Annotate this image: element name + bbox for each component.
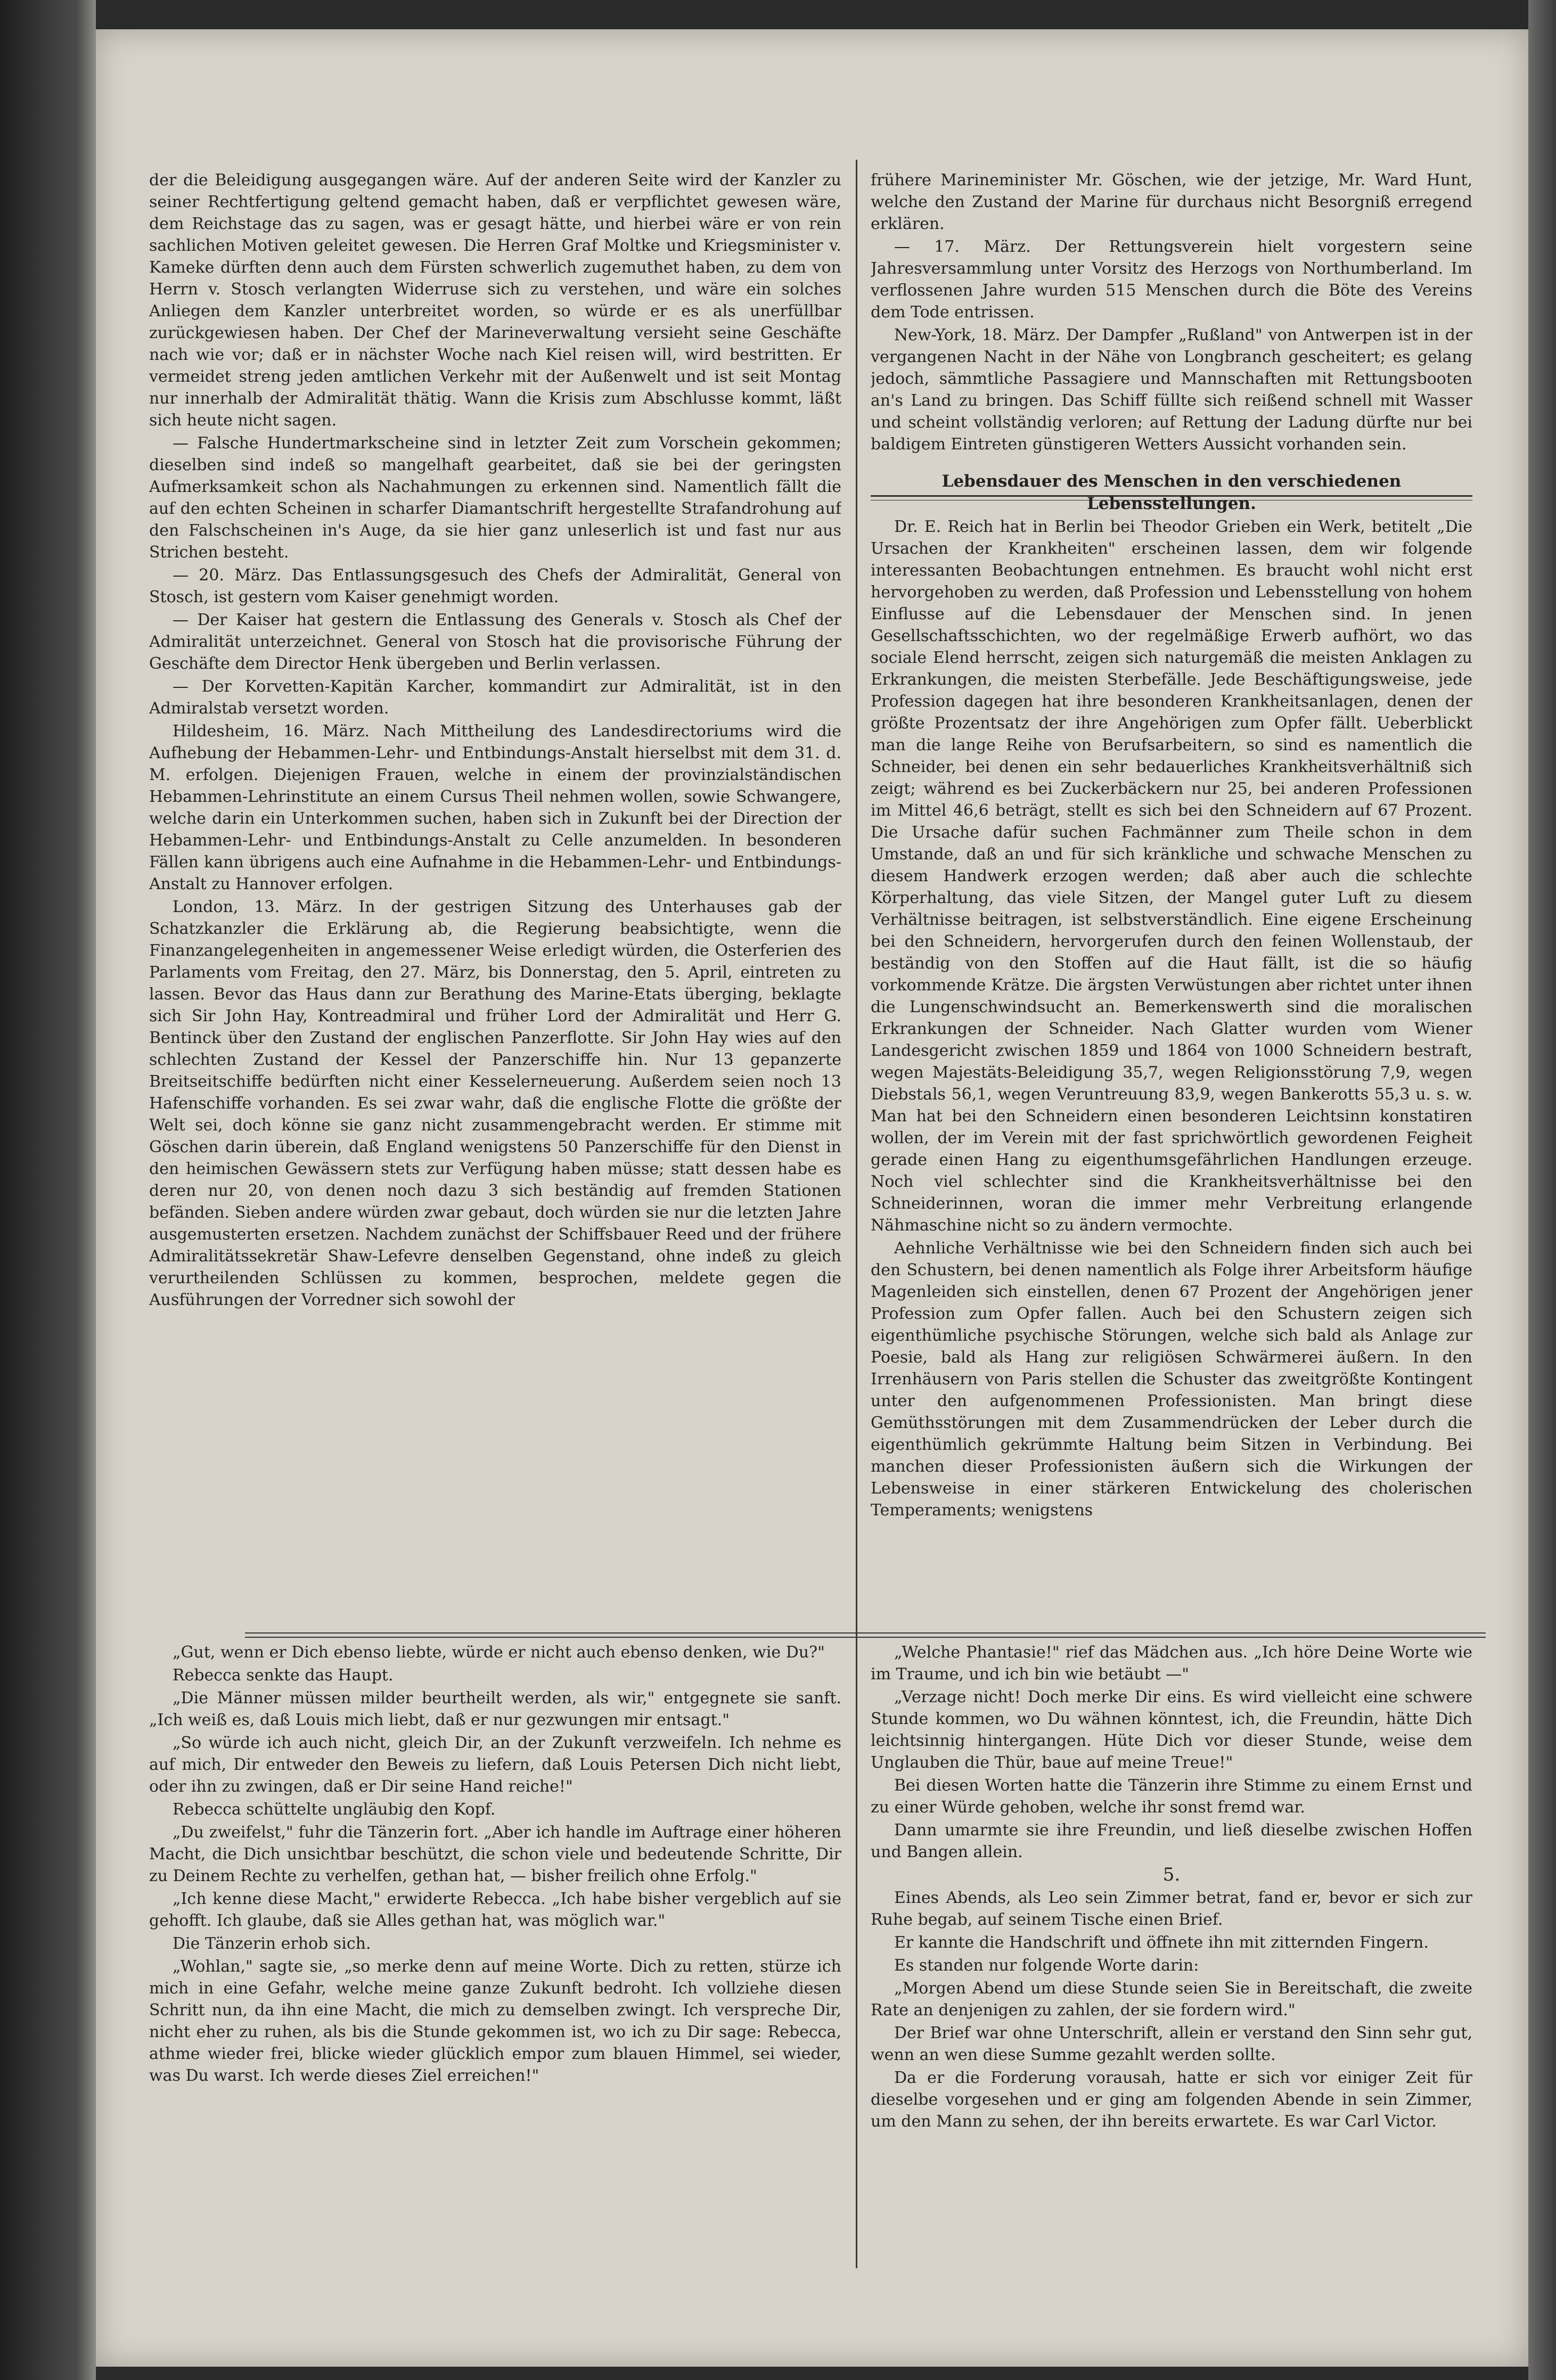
paragraph: London, 13. März. In der gestrigen Sitzung des Unterhauses gab der Schatzkanzler die Erklärung ab, die Regierung beabsichtigte, wenn die Finanzangelegenheiten in angemessener Weise erledigt würden, die Osterferien des Parlaments vom Freitag, den 27. März, bis Donnerstag, den 5. April, eintreten zu lassen. Bevor das Haus dann zur Berathung des Marine-Etats überging, beklagte sich Sir John Hay, Kontreadmiral und früher Lord der Admiralität und Herr G. Bentinck über den Zustand der englischen Panzerflotte. Sir John Hay wies auf den schlechten Zustand der Kessel der Panzerschiffe hin. Nur 13 gepanzerte Breitseitschiffe bedürften nicht einer Kesselerneuerung. Außerdem seien noch 13 Hafenschiffe vorhanden. Es sei zwar wahr, daß die englische Flotte die größte der Welt sei, doch könne sie ganz nicht zusammengebracht werden. Er stimme mit Göschen darin überein, daß England wenigstens 50 Panzerschiffe für den Dienst in den heimischen Gewässern stets zur Verfügung haben müsse; statt dessen habe es deren nur 20, von denen noch dazu 3 sich beständig auf fremden Stationen befänden. Sieben andere würden zwar gebaut, doch würden sie nur die letzten Jahre ausgemusterten ersetzen. Nachdem zunächst der Schiffsbauer Reed und der frühere Admiralitätssekretär Shaw-Lefevre denselben Gegenstand, ohne indeß zu gleich verurtheilenden Schlüssen zu kommen, besprochen, meldete gegen die Ausführungen der Vorredner sich sowohl der [149, 898, 841, 1309]
paragraph: Rebecca schüttelte ungläubig den Kopf. [173, 1800, 496, 1819]
feuilleton-divider [245, 1632, 1486, 1638]
paragraph: — Der Korvetten-Kapitän Karcher, kommandirt zur Admiralität, ist in den Admiralstab versetzt worden. [149, 677, 841, 718]
news-column-right [871, 169, 1472, 1626]
paragraph: Hildesheim, 16. März. Nach Mittheilung des Landesdirectoriums wird die Aufhebung der Hebammen-Lehr- und Entbindungs-Anstalt hierselbst mit dem 31. d. M. erfolgen. Diejenigen Frauen, welche in einem der provinzialständischen Hebammen-Lehrinstitute an einem Cursus Theil nehmen wollen, sowie Schwangere, welche darin ein Unterkommen suchen, haben sich in Zukunft bei der Direction der Hebammen-Lehr- und Entbindungs-Anstalt zu Celle anzumelden. In besonderen Fällen kann übrigens auch eine Aufnahme in die Hebammen-Lehr- und Entbindungs-Anstalt zu Hannover erfolgen. [149, 722, 841, 893]
paragraph: „Du zweifelst," fuhr die Tänzerin fort. „Aber ich handle im Auftrage einer höheren Macht, die Dich unsichtbar beschützt, die schon viele und bedeutende Schritte, Dir zu Deinem Rechte zu verhelfen, gethan hat, — bisher freilich ohne Erfolg." [149, 1823, 841, 1885]
column-divider [856, 160, 857, 2268]
paragraph: Da er die Forderung vorausah, hatte er sich vor einiger Zeit für dieselbe vorgesehen und er ging am folgenden Abende in sein Zimmer, um den Mann zu sehen, der ihn bereits erwartete. Es war Carl Victor. [871, 2069, 1472, 2131]
paragraph: Er kannte die Handschrift und öffnete ihn mit zitternden Fingern. [894, 1933, 1429, 1952]
paragraph: Es standen nur folgende Worte darin: [894, 1956, 1199, 1975]
paragraph: — Falsche Hundertmarkscheine sind in letzter Zeit zum Vorschein gekommen; dieselben sind indeß so mangelhaft gearbeitet, daß sie bei der geringsten Aufmerksamkeit schon als Nachahmungen zu erkennen sind. Namentlich fällt die auf den echten Scheinen in scharfer Diamantschrift hergestellte Strafandrohung auf den Falschscheinen in's Auge, da sie hier ganz unleserlich ist und fast nur aus Strichen besteht. [149, 434, 841, 562]
paragraph: frühere Marineminister Mr. Göschen, wie der jetzige, Mr. Ward Hunt, welche den Zustand der Marine für durchaus nicht Besorgniß erregend erklären. [871, 171, 1472, 233]
paragraph: Dr. E. Reich hat in Berlin bei Theodor Grieben ein Werk, betitelt „Die Ursachen der Krankheiten" erscheinen lassen, dem wir folgende interessanten Beobachtungen entnehmen. Es braucht wohl nicht erst hervorgehoben zu werden, daß Profession und Lebensstellung von hohem Einflusse auf die Lebensdauer der Menschen sind. In jenen Gesellschaftsschichten, wo der regelmäßige Erwerb aufhört, wo das sociale Elend herrscht, zeigen sich naturgemäß die meisten Anklagen zu Erkrankungen, die meisten Sterbefälle. Jede Beschäftigungsweise, jede Profession dagegen hat ihre besonderen Krankheitsanlagen, denen der größte Prozentsatz der ihre Angehörigen zum Opfer fällt. Ueberblickt man die lange Reihe von Berufsarbeitern, so sind es namentlich die Schneider, bei denen ein sehr bedauerliches Krankheitsverhältniß sich zeigt; während es bei Zuckerbäckern nur 25, bei anderen Professionen im Mittel 46,6 beträgt, stellt es sich bei den Schneidern auf 67 Prozent. Die Ursache dafür suchen Fachmänner zum Theile schon in dem Umstande, daß an und für sich kränkliche und schwache Menschen zu diesem Handwerk erzogen werden; daß aber auch die schlechte Körperhaltung, das viele Sitzen, der Mangel guter Luft zu diesem Verhältnisse beitragen, ist selbstverständlich. Eine eigene Erscheinung bei den Schneidern, hervorgerufen durch den feinen Wollenstaub, der beständig von den Stoffen auf die Haut fällt, ist die so häufig vorkommende Krätze. Die ärgsten Verwüstungen aber richtet unter ihnen die Lungenschwindsucht an. Bemerkenswerth sind die moralischen Erkrankungen der Schneider. Nach Glatter wurden vom Wiener Landesgericht zwischen 1859 und 1864 von 1000 Schneidern bestraft, wegen Majestäts-Beleidigung 35,7, wegen Religionsstörung 7,9, wegen Diebstals 56,1, wegen Veruntreuung 83,9, wegen Bankerotts 55,3 u. s. w. Man hat bei den Schneidern einen besonderen Leichtsinn konstatiren wollen, der im Verein mit der fast sprichwörtlich gewordenen Feigheit gerade einen Hang zu eigenthumsgefährlichen Handlungen erzeuge. Noch viel schlechter sind die Krankheitsverhältnisse bei den Schneiderinnen, woran die immer mehr Verbreitung erlangende Nähmaschine nicht so zu ändern vermochte. [871, 518, 1472, 1235]
paragraph: „Die Männer müssen milder beurtheilt werden, als wir," entgegnete sie sanft. „Ich weiß es, daß Louis mich liebt, daß er nur gezwungen mir entsagt." [149, 1689, 841, 1729]
paragraph: der die Beleidigung ausgegangen wäre. Auf der anderen Seite wird der Kanzler zu seiner Rechtfertigung geltend gemacht haben, daß er verpflichtet gewesen wäre, dem Reichstage das zu sagen, was er gesagt hätte, und hierbei wäre er von rein sachlichen Motiven geleitet gewesen. Die Herren Graf Moltke und Kriegsminister v. Kameke dürften denn auch dem Fürsten schwerlich zugemuthet haben, zu dem von Herrn v. Stosch verlangten Widerruse sich zu verstehen, und wäre ein solches Anliegen dem Kanzler unterbreitet worden, so würde er es als unerfüllbar zurückgewiesen haben. Der Chef der Marineverwaltung versieht seine Geschäfte nach wie vor; daß er in nächster Woche nach Kiel reisen will, wird bestritten. Er vermeidet streng jeden amtlichen Verkehr mit der Außenwelt und ist seit Montag nur innerhalb der Admiralität thätig. Wann die Krisis zum Abschlusse kommt, läßt sich heute nicht sagen. [149, 171, 841, 430]
paragraph: „Verzage nicht! Doch merke Dir eins. Es wird vielleicht eine schwere Stunde kommen, wo Du wähnen könntest, ich, die Freundin, hätte Dich leichtsinnig hintergangen. Hüte Dich vor dieser Stunde, weise dem Unglauben die Thür, baue auf meine Treue!" [871, 1688, 1472, 1772]
paragraph: „Morgen Abend um diese Stunde seien Sie in Bereitschaft, die zweite Rate an denjenigen zu zahlen, der sie fordern wird." [871, 1979, 1472, 2020]
paragraph: „So würde ich auch nicht, gleich Dir, an der Zukunft verzweifeln. Ich nehme es auf mich, Dir entweder den Beweis zu liefern, daß Louis Petersen Dich nicht liebt, oder ihn zu zwingen, daß er Dir seine Hand reiche!" [149, 1734, 841, 1796]
paragraph: Bei diesen Worten hatte die Tänzerin ihre Stimme zu einem Ernst und zu einer Würde gehoben, welche ihr sonst fremd war. [871, 1776, 1472, 1817]
paragraph: „Gut, wenn er Dich ebenso liebte, würde er nicht auch ebenso denken, wie Du?" [173, 1643, 825, 1662]
chapter-number: 5. [1162, 1864, 1181, 1885]
paragraph: Dann umarmte sie ihre Freundin, und ließ dieselbe zwischen Hoffen und Bangen allein. [871, 1821, 1472, 1861]
feuilleton-column-right [871, 1642, 1472, 2275]
feuilleton-column-left [149, 1642, 841, 2275]
news-column-left [149, 169, 841, 1626]
book-spine [1528, 0, 1556, 2380]
paragraph: „Wohlan," sagte sie, „so merke denn auf meine Worte. Dich zu retten, stürze ich mich in eine Gefahr, welche meine ganze Zukunft bedroht. Ich vollziehe diesen Schritt nun, da ihn eine Macht, die mich zu demselben zwingt. Ich verspreche Dir, nicht eher zu ruhen, als bis die Stunde gekommen ist, wo ich zu Dir sage: Rebecca, athme wieder frei, blicke wieder glücklich empor zum blauen Himmel, sei wieder, was Du warst. Ich werde dieses Ziel erreichen!" [149, 1957, 841, 2085]
article-heading: Lebensdauer des Menschen in den verschiedenen Lebensstellungen. [941, 472, 1402, 513]
paragraph: Rebecca senkte das Haupt. [173, 1666, 394, 1685]
paragraph: Der Brief war ohne Unterschrift, allein er verstand den Sinn sehr gut, wenn an wen diese Summe gezahlt werden sollte. [871, 2024, 1472, 2064]
page-left-edge [0, 0, 96, 2380]
paragraph: — 17. März. Der Rettungsverein hielt vorgestern seine Jahresversammlung unter Vorsitz des Herzogs von Northumberland. Im verflossenen Jahre wurden 515 Menschen durch die Böte des Vereins dem Tode entrissen. [871, 237, 1472, 322]
paragraph: Eines Abends, als Leo sein Zimmer betrat, fand er, bevor er sich zur Ruhe begab, auf seinem Tische einen Brief. [871, 1889, 1472, 1929]
paragraph: Aehnliche Verhältnisse wie bei den Schneidern finden sich auch bei den Schustern, bei denen namentlich als Folge ihrer Arbeitsform häufige Magenleiden sich einstellen, denen 67 Prozent der Angehörigen jener Profession zum Opfer fallen. Auch bei den Schustern zeigen sich eigenthümliche psychische Störungen, welche sich bald als Anlage zur Poesie, bald als Hang zur religiösen Schwärmerei äußern. In den Irrenhäusern von Paris stellen die Schuster das zweitgrößte Kontingent unter den aufgenommenen Professionisten. Man bringt diese Gemüthsstörungen mit dem Zusammendrücken der Leber durch die eigenthümlich gekrümmte Haltung beim Sitzen in Verbindung. Bei manchen dieser Professionisten äußern sich die Wirkungen der Lebensweise in einer stärkeren Entwickelung des cholerischen Temperaments; wenigstens [871, 1239, 1472, 1520]
paragraph: „Welche Phantasie!" rief das Mädchen aus. „Ich höre Deine Worte wie im Traume, und ich bin wie betäubt —" [871, 1643, 1472, 1684]
paragraph: Die Tänzerin erhob sich. [173, 1934, 371, 1953]
paragraph: New-York, 18. März. Der Dampfer „Rußland" von Antwerpen ist in der vergangenen Nacht in der Nähe von Longbranch gescheitert; es gelang jedoch, sämmtliche Passagiere und Mannschaften mit Rettungsbooten an's Land zu bringen. Das Schiff füllte sich reißend schnell mit Wasser und scheint vollständig verloren; auf Rettung der Ladung dürfte nur bei baldigem Eintreten günstigeren Wetters Aussicht vorhanden sein. [871, 326, 1472, 454]
paragraph: — 20. März. Das Entlassungsgesuch des Chefs der Admiralität, General von Stosch, ist gestern vom Kaiser genehmigt worden. [149, 566, 841, 606]
paragraph: „Ich kenne diese Macht," erwiderte Rebecca. „Ich habe bisher vergeblich auf sie gehofft. Ich glaube, daß sie Alles gethan hat, was möglich war." [149, 1890, 841, 1930]
paragraph: — Der Kaiser hat gestern die Entlassung des Generals v. Stosch als Chef der Admiralität unterzeichnet. General von Stosch hat die provisorische Führung der Geschäfte dem Director Henk übergeben und Berlin verlassen. [149, 611, 841, 673]
